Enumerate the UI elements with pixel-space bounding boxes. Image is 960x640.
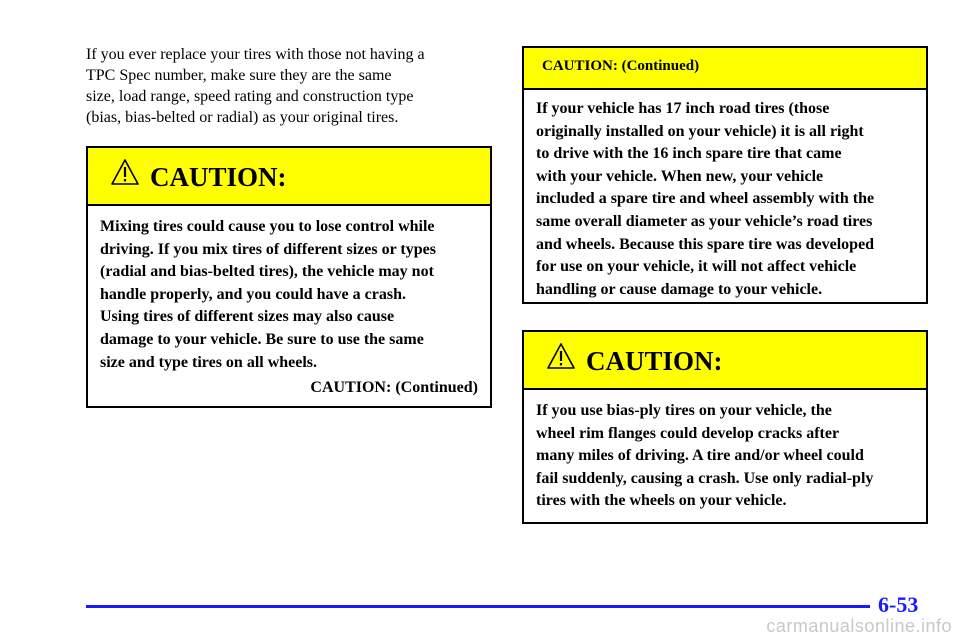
caution-line: same overall diameter as your vehicle’s road tires — [536, 212, 873, 230]
intro-line: TPC Spec number, make sure they are the same — [86, 67, 392, 84]
caution-line: If you use bias-ply tires on your vehicle, the — [536, 402, 832, 419]
caution-line: size and type tires on all wheels. — [100, 353, 318, 371]
caution-line: Mixing tires could cause you to lose control while — [100, 218, 435, 235]
caution-title: CAUTION: — [150, 162, 287, 192]
caution-line: Using tires of different sizes may also cause — [100, 308, 395, 326]
caution-line: with your vehicle. When new, your vehicle — [536, 167, 824, 185]
caution-continued-note: CAUTION: (Continued) — [310, 379, 478, 397]
caution-line: If your vehicle has 17 inch road tires (those — [536, 100, 830, 117]
caution-body — [524, 390, 926, 513]
caution-line: originally installed on your vehicle) it is all right — [536, 122, 864, 140]
caution-body — [88, 206, 490, 400]
intro-line: If you ever replace your tires with those not having a — [86, 46, 425, 63]
caution-line: tires with the wheels on your vehicle. — [536, 492, 787, 510]
caution-line: and wheels. Because this spare tire was developed — [536, 235, 875, 253]
caution-line: for use on your vehicle, it will not affect vehicle — [536, 258, 857, 276]
intro-paragraph — [86, 44, 496, 128]
warning-triangle-icon — [110, 158, 140, 186]
caution-line: handling or cause damage to your vehicle. — [536, 280, 823, 298]
caution-line: handle properly, and you could have a crash. — [100, 285, 406, 303]
caution-line: to drive with the 16 inch spare tire that came — [536, 145, 842, 163]
caution-body — [524, 90, 926, 301]
caution-line: (radial and bias-belted tires), the vehicle may not — [100, 263, 434, 281]
caution-continued-header — [524, 48, 926, 90]
intro-line: (bias, bias-belted or radial) as your original tires. — [86, 109, 399, 126]
warning-triangle-icon — [546, 342, 576, 370]
caution-line: damage to your vehicle. Be sure to use the same — [100, 330, 424, 348]
caution-header — [88, 148, 490, 206]
caution-title: CAUTION: — [586, 346, 723, 376]
caution-box-spare-tire — [522, 46, 928, 304]
caution-continued-title: CAUTION: (Continued) — [542, 58, 700, 74]
watermark: carmanualsonline.info — [766, 616, 952, 636]
page-number: 6-53 — [878, 592, 919, 617]
caution-box-mixing-tires — [86, 146, 492, 408]
caution-line: included a spare tire and wheel assembly with the — [536, 190, 875, 208]
caution-header — [524, 332, 926, 390]
footer-rule — [86, 605, 870, 608]
caution-box-bias-ply — [522, 330, 928, 524]
intro-line: size, load range, speed rating and construction type — [86, 88, 414, 105]
caution-line: driving. If you mix tires of different sizes or types — [100, 240, 436, 258]
caution-line: wheel rim flanges could develop cracks after — [536, 424, 840, 442]
caution-line: many miles of driving. A tire and/or wheel could — [536, 447, 864, 465]
caution-line: fail suddenly, causing a crash. Use only radial-ply — [536, 469, 874, 487]
